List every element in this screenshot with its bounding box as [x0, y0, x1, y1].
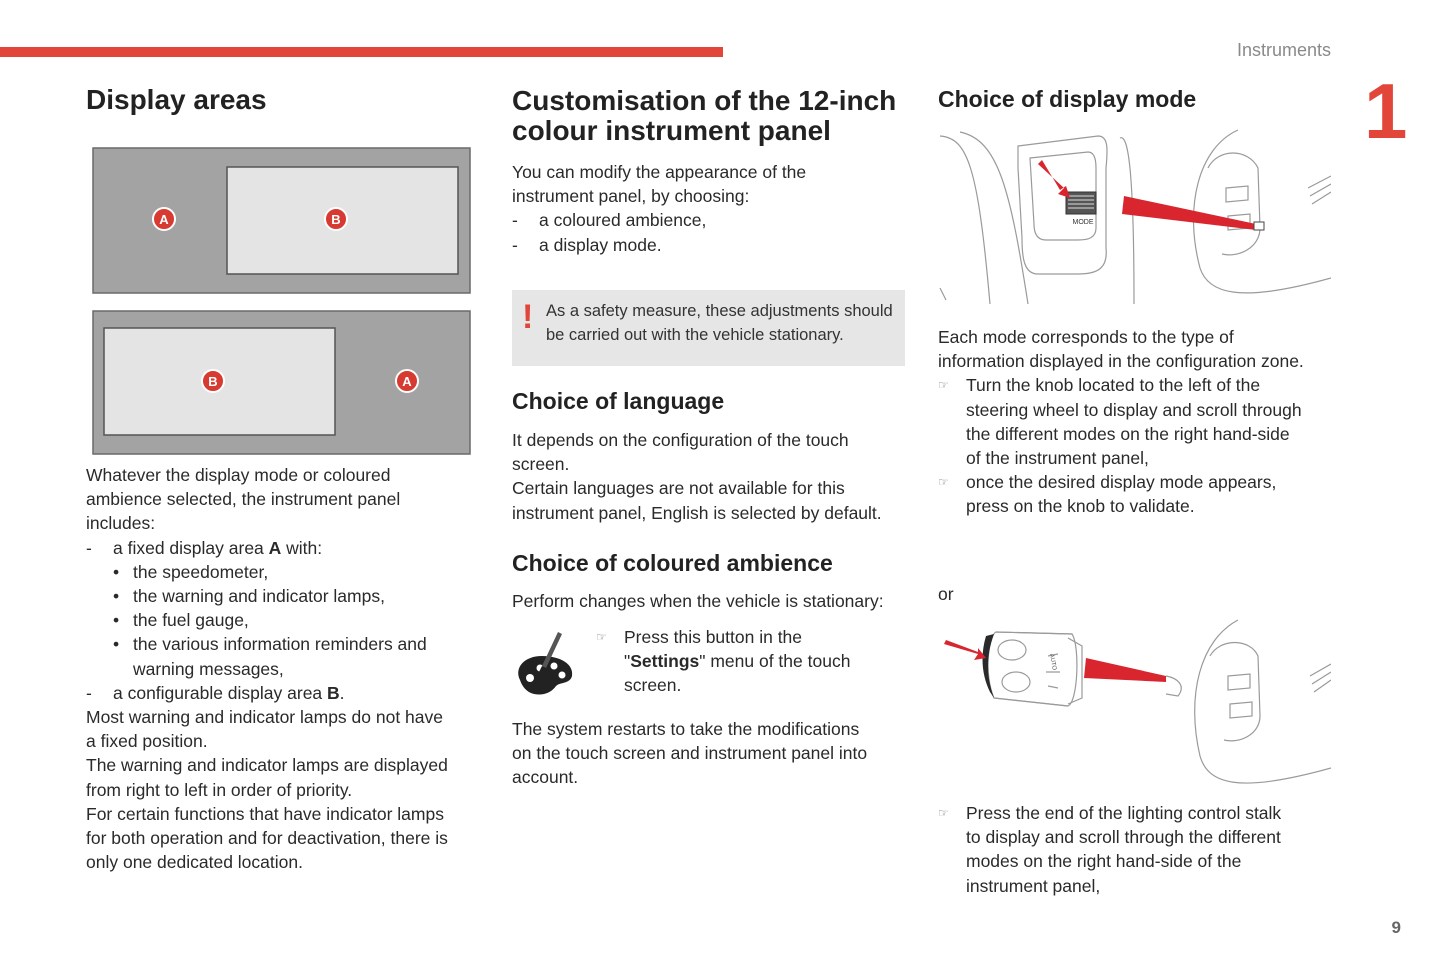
restart-text: The system restarts to take the modifications on the touch screen and instrument panel into account.: [512, 719, 868, 788]
language-title: Choice of language: [512, 388, 725, 414]
body-line: The warning and indicator lamps are displayed: [86, 755, 448, 776]
pointing-hand-icon: ☞: [596, 630, 607, 644]
safety-warning-box: [512, 290, 905, 366]
pointing-hand-icon: ☞: [938, 806, 949, 820]
chapter-number: 1: [1364, 67, 1408, 155]
ambience-intro: Perform changes when the vehicle is stationary:: [512, 591, 884, 611]
display-mode-title: Choice of display mode: [938, 86, 1197, 112]
bullet-continuation: warning messages,: [133, 658, 284, 679]
option-item: - a display mode.: [512, 234, 662, 255]
header-accent-bar: [0, 47, 723, 57]
fixed-area-item: - a fixed display area A with:: [86, 537, 323, 558]
warning-text: As a safety measure, these adjustments should: [546, 302, 893, 320]
diagram-layout-2: [93, 311, 470, 454]
label-a-bottom: A: [402, 374, 412, 389]
body-line: from right to left in order of priority.: [86, 779, 353, 800]
mode-knob-label: MODE: [1072, 219, 1094, 226]
lighting-stalk-illustration: [938, 616, 1331, 794]
bullet-item: • the warning and indicator lamps,: [113, 586, 385, 607]
bullet-item: • the various information reminders and: [113, 634, 427, 655]
display-areas-title: Display areas: [86, 84, 267, 115]
body-line: ambience selected, the instrument panel: [86, 489, 401, 510]
settings-palette-icon: [514, 628, 576, 696]
body-line: Most warning and indicator lamps do not have: [86, 707, 444, 728]
label-b-bottom: B: [208, 374, 218, 389]
display-areas-diagram: [92, 145, 472, 457]
pointing-hand-icon: ☞: [938, 378, 949, 393]
ambience-title: Choice of coloured ambience: [512, 550, 833, 576]
or-separator: or: [938, 584, 954, 604]
bullet-item: • the fuel gauge,: [113, 610, 249, 631]
display-areas-body: [86, 463, 448, 874]
body-line: only one dedicated location.: [86, 852, 303, 873]
body-line: a fixed position.: [86, 731, 208, 752]
label-a-top: A: [159, 212, 169, 227]
warning-icon: !: [522, 298, 534, 336]
mode-knob-illustration: [938, 128, 1331, 304]
body-line: includes:: [86, 513, 156, 534]
customisation-title: Customisation of the 12-inch colour instrument panel: [512, 85, 897, 146]
warning-text: be carried out with the vehicle stationary.: [546, 326, 844, 344]
customisation-intro: You can modify the appearance of the instrument panel, by choosing: - a coloured ambience, - a display mode.: [512, 160, 806, 257]
bullet-item: • the speedometer,: [113, 561, 269, 582]
configurable-area-item: - a configurable display area B.: [86, 682, 345, 703]
body-line: for both operation and for deactivation, there is: [86, 828, 448, 849]
settings-step: ☞ Press this button in the "Settings" menu of the touch screen.: [596, 627, 851, 696]
lighting-stalk-step: ☞ Press the end of the lighting control stalk to display and scroll through the different modes on the right hand-side of the instrument panel,: [938, 803, 1282, 896]
pointing-hand-icon: ☞: [938, 475, 949, 490]
auto-label: AUTO: [1048, 653, 1057, 671]
language-text: It depends on the configuration of the touch screen. Certain languages are not available for this instrument panel, English is selected by default.: [512, 430, 882, 523]
section-title: Instruments: [1236, 40, 1331, 60]
option-item: - a coloured ambience,: [512, 210, 707, 231]
label-b-top: B: [331, 212, 341, 227]
page-number: 9: [1391, 918, 1401, 937]
body-line: For certain functions that have indicator lamps: [86, 803, 444, 824]
body-line: Whatever the display mode or coloured: [86, 465, 391, 485]
diagram-layout-1: [93, 148, 470, 293]
display-mode-text: Each mode corresponds to the type of information displayed in the configuration zone. ☞ Turn the knob located to the left of the steering wheel to display and scroll through the different modes on the right hand-side of the instrument panel, ☞ once the desired display mode appears, press on the knob to validate.: [938, 327, 1304, 517]
